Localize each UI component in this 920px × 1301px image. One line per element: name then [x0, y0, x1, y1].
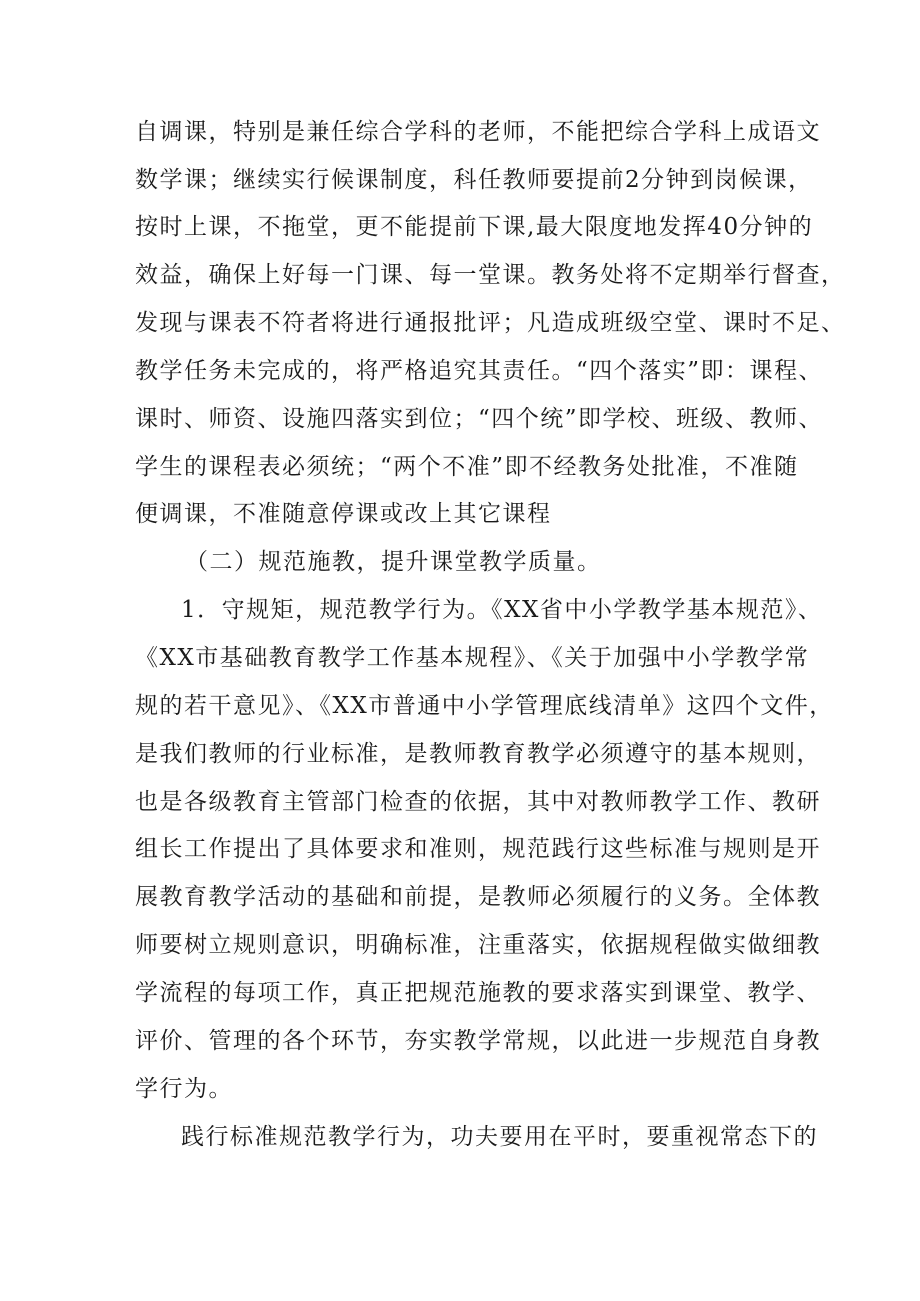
paragraph-line: 学生的课程表必须统；“两个不准”即不经教务处批准，不准随: [135, 454, 799, 480]
paragraph-line: 按时上课，不拖堂，更不能提前下课,最大限度地发挥40分钟的: [135, 214, 814, 240]
paragraph-line: 展教育教学活动的基础和前提，是教师必须履行的义务。全体教: [135, 884, 821, 910]
paragraph-line: 学行为。: [135, 1076, 233, 1102]
paragraph-line: 践行标准规范教学行为，功夫要用在平时，要重视常态下的: [181, 1124, 818, 1150]
paragraph-line: 便调课，不准随意停课或改上其它课程: [135, 501, 552, 527]
paragraph-line: 是我们教师的行业标准，是教师教育教学必须遵守的基本规则，: [135, 741, 821, 767]
paragraph-line: 课时、师资、设施四落实到位；“四个统”即学校、班级、教师、: [135, 406, 824, 432]
paragraph-line: 也是各级教育主管部门检查的依据，其中对教师教学工作、教研: [135, 789, 821, 815]
paragraph-line: 《XX市基础教育教学工作基本规程》、《关于加强中小学教学常: [135, 645, 810, 671]
paragraph-line: 发现与课表不符者将进行通报批评；凡造成班级空堂、课时不足、: [135, 310, 846, 336]
paragraph-line: 效益，确保上好每一门课、每一堂课。教务处将不定期举行督查，: [135, 262, 846, 288]
paragraph-line: 自调课，特别是兼任综合学科的老师，不能把综合学科上成语文: [135, 119, 821, 145]
paragraph-line: 数学课；继续实行候课制度，科任教师要提前2分钟到岗候课，: [135, 167, 813, 193]
paragraph-line: 1．守规矩，规范教学行为。《XX省中小学教学基本规范》、: [181, 597, 823, 623]
paragraph-line: 评价、管理的各个环节，夯实教学常规，以此进一步规范自身教: [135, 1028, 821, 1054]
paragraph-line: 师要树立规则意识，明确标准，注重落实，依据规程做实做细教: [135, 932, 821, 958]
paragraph-line: 规的若干意见》、《XX市普通中小学管理底线清单》这四个文件，: [135, 693, 834, 719]
paragraph-line: 教学任务未完成的，将严格追究其责任。“四个落实”即：课程、: [135, 358, 824, 384]
section-heading: （二）规范施教，提升课堂教学质量。: [185, 549, 602, 575]
paragraph-line: 学流程的每项工作，真正把规范施教的要求落实到课堂、教学、: [135, 980, 821, 1006]
paragraph-line: 组长工作提出了具体要求和准则，规范践行这些标准与规则是开: [135, 836, 821, 862]
